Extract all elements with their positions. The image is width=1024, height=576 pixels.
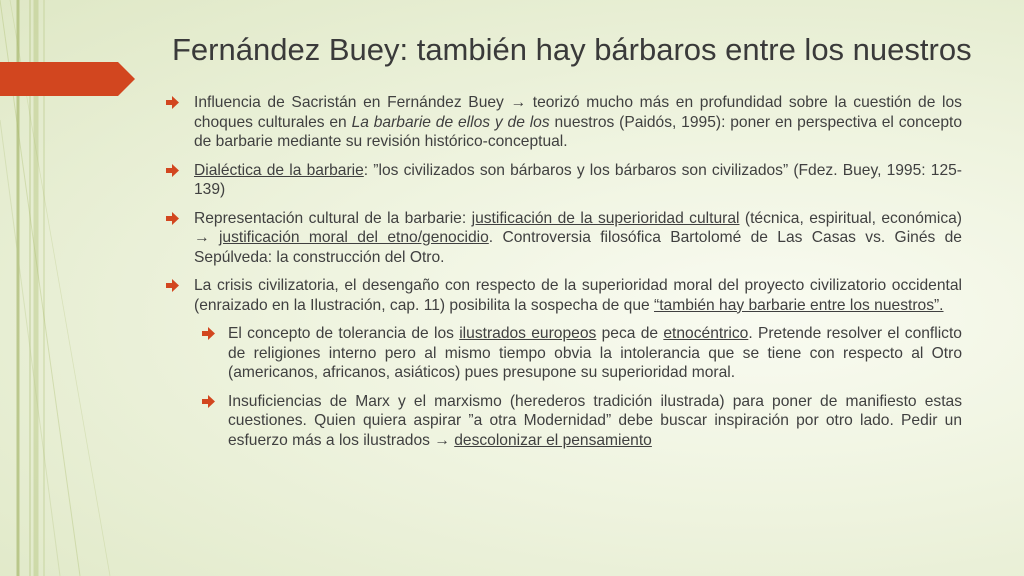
bullet-item xyxy=(166,324,962,383)
slide-body xyxy=(166,93,962,459)
decorative-side-lines xyxy=(0,0,140,576)
underlined-text: justificación de la superioridad cultural xyxy=(471,209,740,227)
bullet-item xyxy=(166,276,962,315)
bullet-text: El concepto de tolerancia de los xyxy=(228,325,460,342)
underlined-text: descolonizar el pensamiento xyxy=(454,431,652,449)
bullet-text xyxy=(210,229,219,246)
bullet-item xyxy=(166,93,962,152)
filled-arrow-right-icon xyxy=(166,279,179,292)
bullet-text: nuestros (Paidós, 1995): poner en perspectiva el concepto de barbarie mediante su revisión histórico-conceptual. xyxy=(194,113,962,150)
bullet-item xyxy=(166,209,962,268)
bullet-text: Influencia de Sacristán en Fernández Buey xyxy=(194,94,511,111)
bullet-text: peca de xyxy=(596,325,664,342)
bullet-text: La crisis civilizatoria, el desengaño con respecto de la superioridad moral del proyecto civilizatorio occidental (enraizado en la Ilustración, cap. 11) posibilita la sospecha de que xyxy=(194,277,962,314)
bullet-text: Insuficiencias de Marx y el marxismo (herederos tradición ilustrada) para poner de manifiesto estas cuestiones. Quien quiera aspirar ”a otra Modernidad” debe buscar inspiración por otro lado. Pedir un esfuerzo más a los ilustrados xyxy=(228,392,962,449)
bullet-text: La barbarie de ellos y de los xyxy=(351,113,550,131)
underlined-text: Dialéctica de la barbarie xyxy=(194,161,364,179)
bullet-item xyxy=(166,161,962,200)
arrow-right-icon: → xyxy=(510,94,527,111)
bullet-item xyxy=(166,392,962,451)
bullet-list xyxy=(166,93,962,450)
underlined-text: ilustrados europeos xyxy=(459,325,597,342)
filled-arrow-right-icon xyxy=(166,164,179,177)
red-title-marker xyxy=(0,62,135,96)
underlined-text: justificación moral del etno/genocidio xyxy=(218,229,489,246)
arrow-right-icon: → xyxy=(194,229,210,246)
filled-arrow-right-icon xyxy=(202,395,215,408)
filled-arrow-right-icon xyxy=(166,212,179,225)
bullet-text: : ”los civilizados son bárbaros y los bárbaros son civilizados” (Fdez. Buey, 1995: 125-139) xyxy=(194,161,962,198)
bullet-text: (técnica, espiritual, económica) xyxy=(739,209,962,227)
filled-arrow-right-icon xyxy=(166,96,179,109)
underlined-text: etnocéntrico xyxy=(663,325,749,342)
bullet-text: . Controversia filosófica Bartolomé de Las Casas vs. Ginés de Sepúlveda: la construcción del Otro. xyxy=(194,229,962,266)
filled-arrow-right-icon xyxy=(202,327,215,340)
arrow-right-icon: → xyxy=(434,431,450,449)
bullet-text: . Pretende resolver el conflicto de religiones interno pero al mismo tiempo obvia la intolerancia que se tiene con respecto al Otro (americanos, africanos, asiáticos) pues presupone su superioridad moral. xyxy=(228,325,962,381)
bullet-text: teorizó mucho más en profundidad sobre la cuestión de los choques culturales en xyxy=(194,94,962,131)
underlined-text: “también hay barbarie entre los nuestros”. xyxy=(654,296,944,314)
slide-title: Fernández Buey: también hay bárbaros entre los nuestros xyxy=(172,32,972,67)
bullet-text: Representación cultural de la barbarie: xyxy=(194,209,472,227)
